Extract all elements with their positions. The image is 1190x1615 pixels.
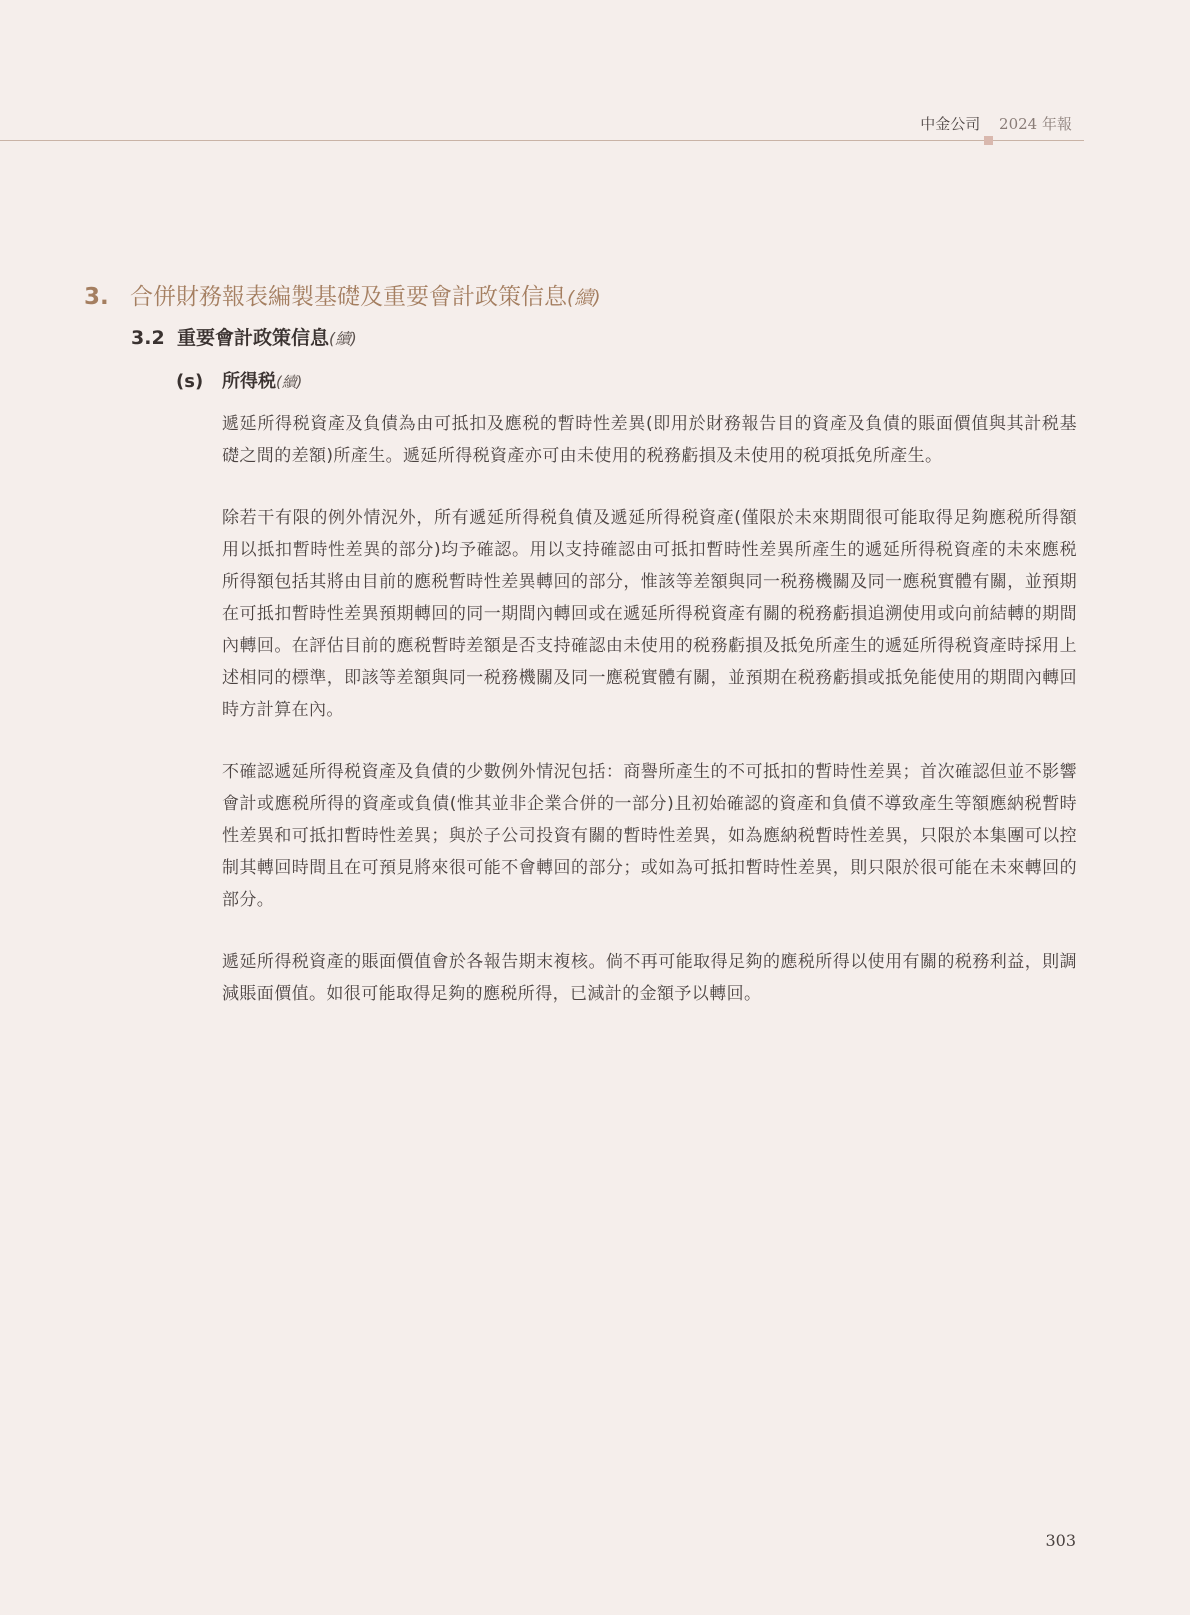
section-title: 合併財務報表編製基礎及重要會計政策信息 (130, 284, 567, 310)
section-heading (84, 278, 601, 311)
item-title: 所得税 (222, 371, 276, 392)
item-label: (s) (176, 371, 204, 392)
item-heading (176, 367, 302, 393)
paragraph: 不確認遞延所得税資產及負債的少數例外情況包括：商譽所產生的不可抵扣的暫時性差異；首次確認但並不影響會計或應税所得的資產或負債(惟其並非企業合併的一部分)且初始確認的資產和負債不導致產生等額應納税暫時性差異和可抵扣暫時性差異；與於子公司投資有關的暫時性差異，如為應納税暫時性差異，只限於本集團可以控制其轉回時間且在可預見將來很可能不會轉回的部分；或如為可抵扣暫時性差異，則只限於很可能在未來轉回的部分。 (222, 762, 1077, 910)
section-continued: (續) (567, 287, 601, 309)
subsection-title: 重要會計政策信息 (177, 327, 330, 349)
header-report-title: 2024 年報 (999, 115, 1072, 133)
header-rule (0, 140, 1084, 141)
subsection-heading (131, 323, 357, 350)
header-company: 中金公司 (920, 115, 981, 133)
body-text (222, 408, 1077, 1040)
subsection-number: 3.2 (131, 327, 165, 349)
subsection-continued: (續) (329, 330, 357, 348)
page-number: 303 (1045, 1531, 1076, 1550)
paragraph: 遞延所得税資產及負債為由可抵扣及應税的暫時性差異(即用於財務報告目的資產及負債的賬面價值與其計税基礎之間的差額)所產生。遞延所得税資產亦可由未使用的税務虧損及未使用的税項抵免所產生。 (222, 414, 1077, 466)
header-marker (984, 136, 993, 145)
item-continued: (續) (276, 374, 303, 391)
paragraph: 除若干有限的例外情況外，所有遞延所得税負債及遞延所得税資產(僅限於未來期間很可能取得足夠應税所得額用以抵扣暫時性差異的部分)均予確認。用以支持確認由可抵扣暫時性差異所產生的遞延所得税資產的未來應税所得額包括其將由目前的應税暫時性差異轉回的部分，惟該等差額與同一税務機關及同一應税實體有關，並預期在可抵扣暫時性差異預期轉回的同一期間內轉回或在遞延所得税資產有關的税務虧損追溯使用或向前結轉的期間內轉回。在評估目前的應税暫時差額是否支持確認由未使用的税務虧損及抵免所產生的遞延所得税資產時採用上述相同的標準，即該等差額與同一税務機關及同一應税實體有關，並預期在税務虧損或抵免能使用的期間內轉回時方計算在內。 (222, 508, 1077, 720)
paragraph: 遞延所得税資產的賬面價值會於各報告期末複核。倘不再可能取得足夠的應税所得以使用有關的税務利益，則調減賬面價值。如很可能取得足夠的應税所得，已減計的金額予以轉回。 (222, 952, 1077, 1004)
section-number: 3. (84, 284, 109, 310)
running-header (920, 113, 1072, 134)
